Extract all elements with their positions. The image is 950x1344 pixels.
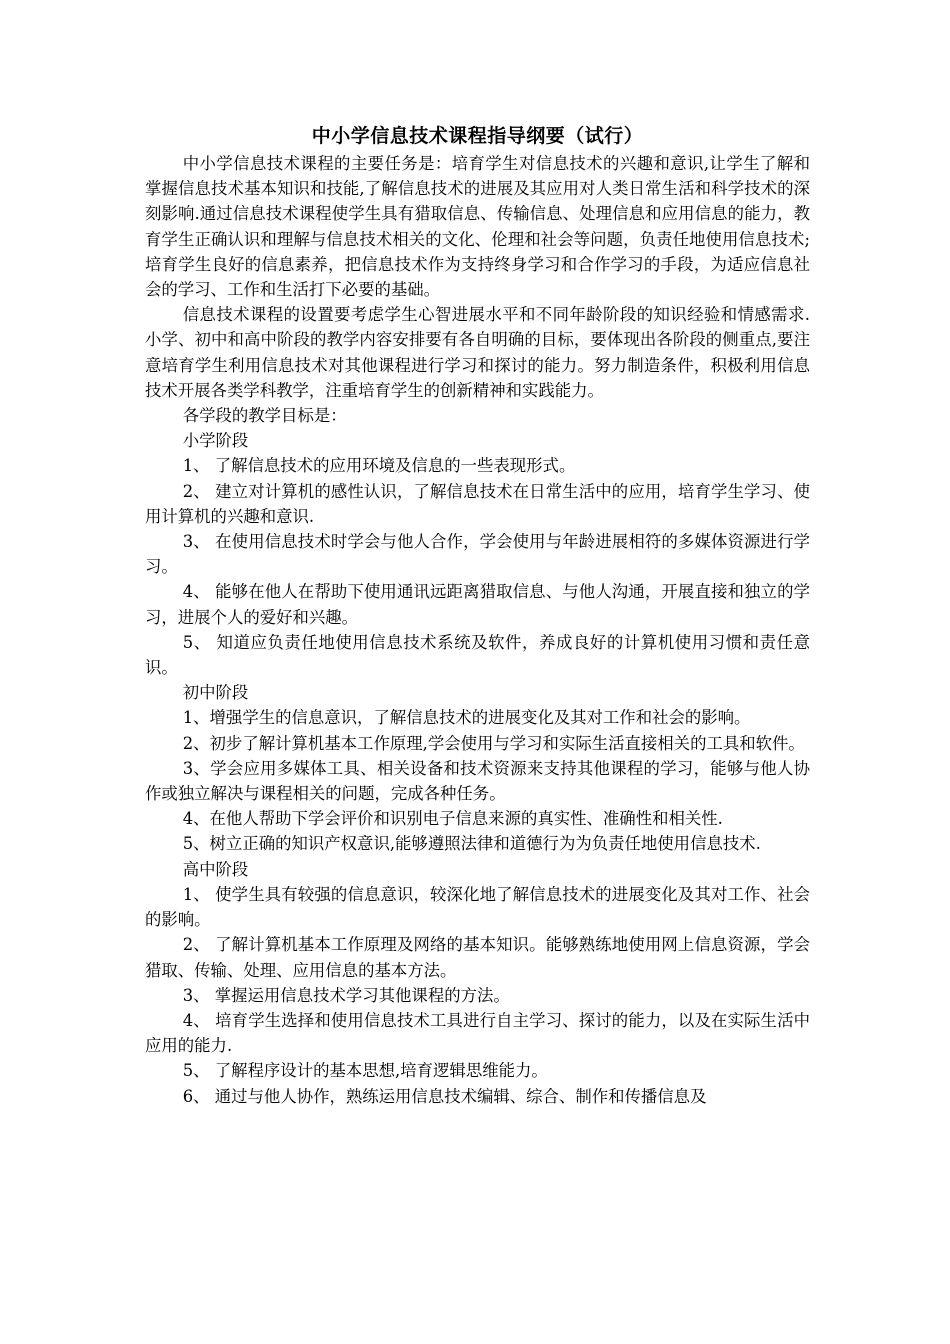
list-item-senior-4: 4、 培育学生选择和使用信息技术工具进行自主学习、探讨的能力，以及在实际生活中应用的能力. <box>145 1010 810 1056</box>
list-item-senior-5: 5、 了解程序设计的基本思想,培育逻辑思维能力。 <box>182 1061 548 1081</box>
list-item-senior-3: 3、 掌握运用信息技术学习其他课程的方法。 <box>182 985 510 1005</box>
document-title: 中小学信息技术课程指导纲要（试行） <box>311 125 644 147</box>
document-body <box>145 122 810 1109</box>
list-item-primary-3: 3、 在使用信息技术时学会与他人合作，学会使用与年龄进展相符的多媒体资源进行学习。 <box>145 532 810 577</box>
list-item-junior-3: 3、学会应用多媒体工具、相关设备和技术资源来支持其他课程的学习，能够与他人协作或独立解决与课程相关的问题，完成各种任务。 <box>145 758 810 804</box>
list-item-primary-5: 5、 知道应负责任地使用信息技术系统及软件，养成良好的计算机使用习惯和责任意识。 <box>145 632 810 678</box>
section-heading-senior: 高中阶段 <box>182 859 249 879</box>
list-item-junior-1: 1、增强学生的信息意识，了解信息技术的进展变化及其对工作和社会的影响。 <box>182 708 751 728</box>
list-item-senior-6: 6、 通过与他人协作，熟练运用信息技术编辑、综合、制作和传播信息及 <box>182 1086 707 1106</box>
list-item-junior-5: 5、树立正确的知识产权意识,能够遵照法律和道德行为为负责任地使用信息技术. <box>182 834 761 854</box>
paragraph-curriculum-setup: 信息技术课程的设置要考虑学生心智进展水平和不同年龄阶段的知识经验和情感需求.小学、初中和高中阶段的教学内容安排要有各自明确的目标，要体现出各阶段的侧重点,要注意培育学生利用信息技术对其他课程进行学习和探讨的能力。努力制造条件，积极利用信息技术开展各类学科教学，注重培育学生的创新精神和实践能力。 <box>145 305 810 400</box>
section-heading-primary: 小学阶段 <box>182 431 249 451</box>
list-item-junior-4: 4、在他人帮助下学会评价和识别电子信息来源的真实性、准确性和相关性. <box>182 809 723 829</box>
list-item-senior-1: 1、 使学生具有较强的信息意识，较深化地了解信息技术的进展变化及其对工作、社会的影响。 <box>145 884 810 930</box>
list-item-junior-2: 2、初步了解计算机基本工作原理,学会使用与学习和实际生活直接相关的工具和软件。 <box>182 733 805 753</box>
list-item-senior-2: 2、 了解计算机基本工作原理及网络的基本知识。能够熟练地使用网上信息资源，学会猎取、传输、处理、应用信息的基本方法。 <box>145 935 810 980</box>
list-item-primary-1: 1、 了解信息技术的应用环境及信息的一些表现形式。 <box>182 456 576 476</box>
paragraph-intro: 中小学信息技术课程的主要任务是：培育学生对信息技术的兴趣和意识,让学生了解和掌握信息技术基本知识和技能,了解信息技术的进展及其应用对人类日常生活和科学技术的深刻影响.通过信息技术课程使学生具有猎取信息、传输信息、处理信息和应用信息的能力，教育学生正确认识和理解与信息技术相关的文化、伦理和社会等问题，负责任地使用信息技术;培育学生良好的信息素养，把信息技术作为支持终身学习和合作学习的手段，为适应信息社会的学习、工作和生活打下必要的基础。 <box>145 154 810 300</box>
list-item-primary-4: 4、 能够在他人在帮助下使用通讯远距离猎取信息、与他人沟通，开展直接和独立的学习，进展个人的爱好和兴趣。 <box>145 582 810 627</box>
paragraph-goals-heading: 各学段的教学目标是： <box>182 406 347 426</box>
section-heading-junior: 初中阶段 <box>182 683 249 703</box>
list-item-primary-2: 2、 建立对计算机的感性认识，了解信息技术在日常生活中的应用，培育学生学习、使用计算机的兴趣和意识. <box>145 481 810 526</box>
